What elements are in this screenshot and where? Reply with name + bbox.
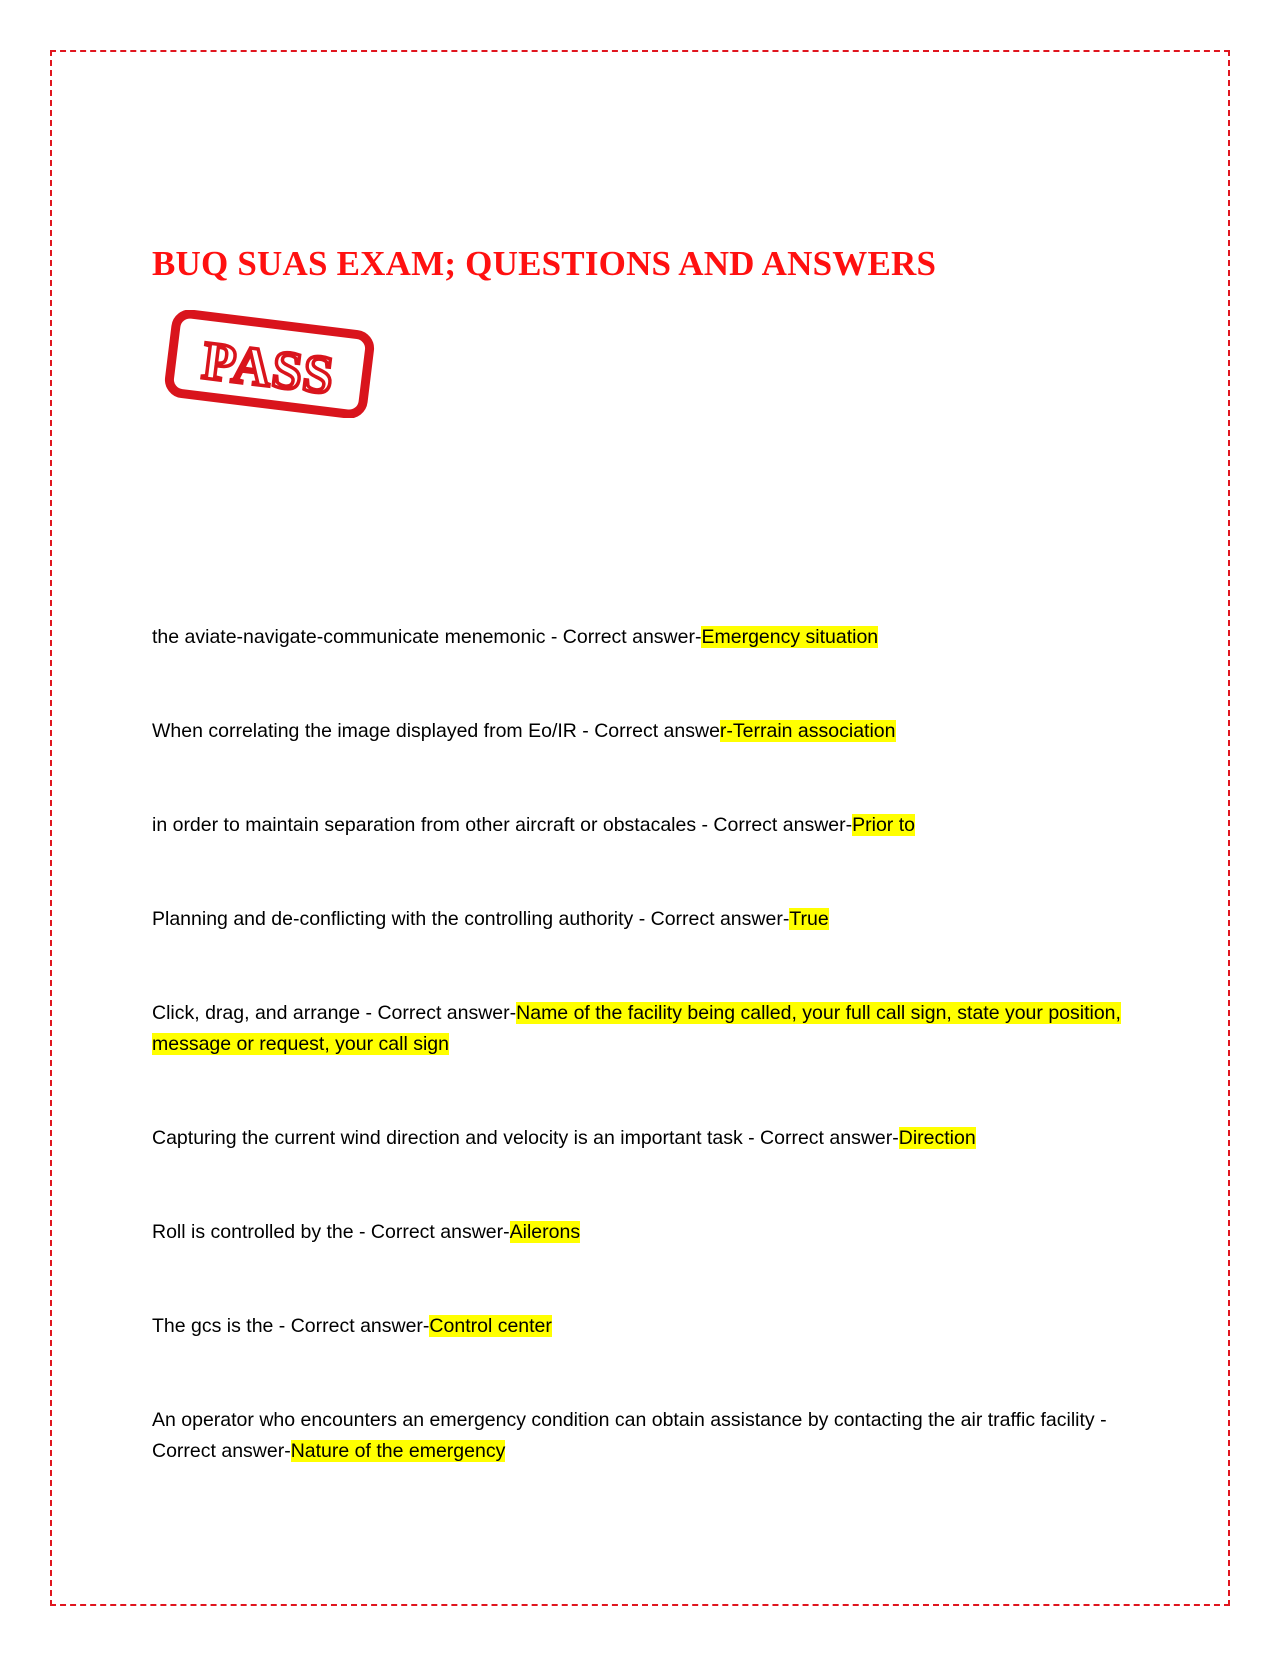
answer-highlight: Name of the facility being called, your full call sign, state your position, message or request, your call sign (152, 1002, 1121, 1055)
answer-highlight: Prior to (852, 814, 915, 836)
qa-item (152, 1217, 1137, 1248)
answer-highlight: Ailerons (509, 1221, 581, 1243)
qa-item (152, 1311, 1137, 1342)
question-text: An operator who encounters an emergency condition can obtain assistance by contacting the air traffic facility - Correct answer- (152, 1409, 1107, 1462)
answer-highlight: True (789, 908, 829, 930)
pass-stamp (162, 310, 377, 418)
question-text: The gcs is the - Correct answer- (152, 1315, 430, 1337)
qa-item (152, 810, 1137, 841)
document-title: BUQ SUAS EXAM; QUESTIONS AND ANSWERS (152, 244, 937, 283)
answer-highlight: r-Terrain association (719, 720, 896, 742)
question-text: Roll is controlled by the - Correct answer- (152, 1221, 510, 1243)
pass-stamp-text: PASS (199, 330, 338, 406)
qa-item (152, 904, 1137, 935)
answer-highlight: Direction (898, 1127, 976, 1149)
answer-highlight: Control center (429, 1315, 552, 1337)
qa-item (152, 1123, 1137, 1154)
answer-highlight: Nature of the emergency (290, 1440, 506, 1462)
question-text: When correlating the image displayed from Eo/IR - Correct answe (152, 720, 720, 742)
question-text: the aviate-navigate-communicate menemonic - Correct answer- (152, 626, 702, 648)
qa-item (152, 716, 1137, 747)
answer-highlight: Emergency situation (701, 626, 879, 648)
question-text: in order to maintain separation from other aircraft or obstacales - Correct answer- (152, 814, 853, 836)
question-text: Click, drag, and arrange - Correct answer- (152, 1002, 517, 1024)
question-text: Planning and de-conflicting with the controlling authority - Correct answer- (152, 908, 790, 930)
qa-item (152, 622, 1137, 653)
question-text: Capturing the current wind direction and velocity is an important task - Correct answer- (152, 1127, 899, 1149)
qa-item (152, 998, 1137, 1060)
qa-item (152, 1405, 1137, 1467)
